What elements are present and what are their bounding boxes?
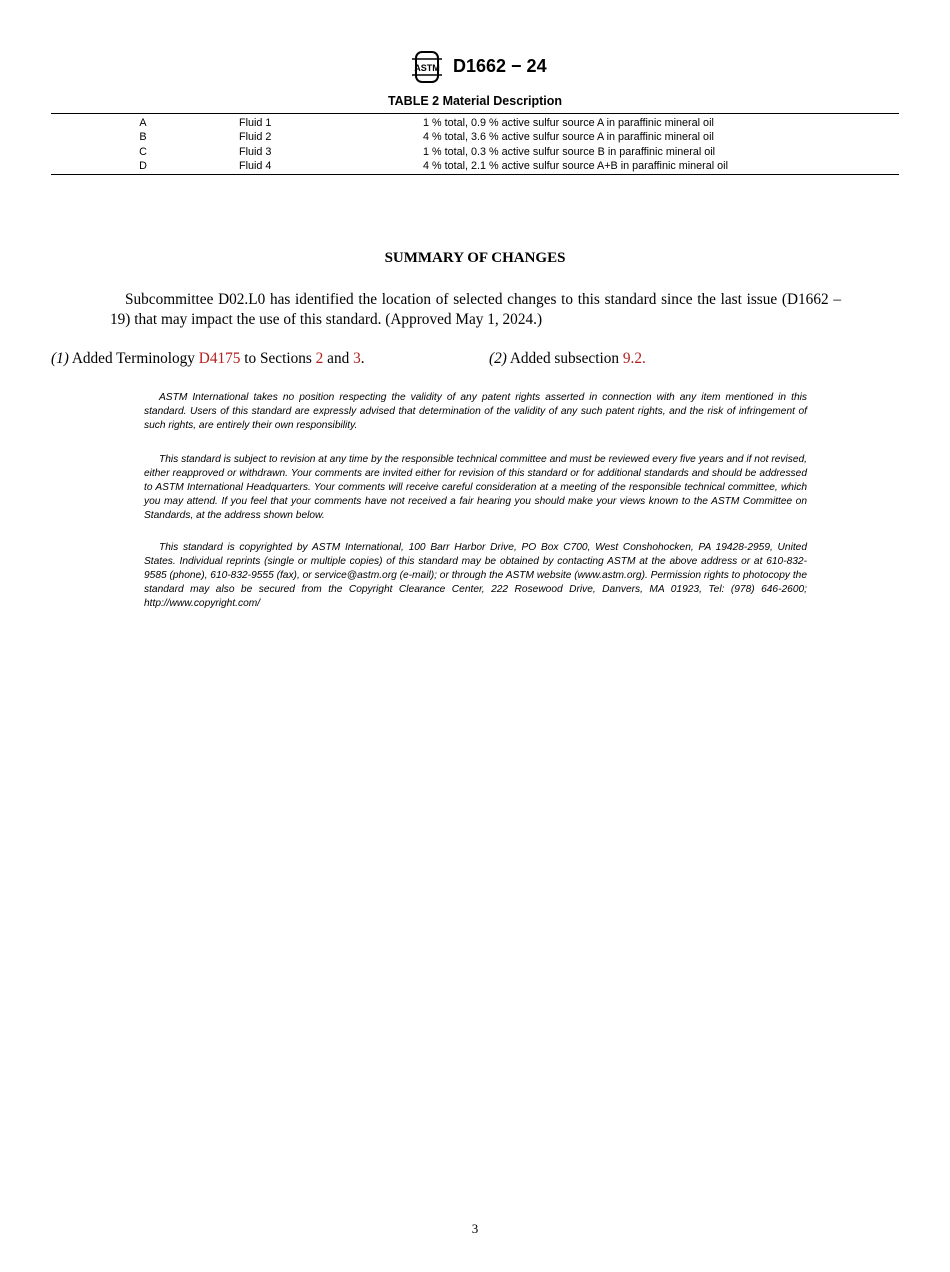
page-number: 3 (471, 1221, 479, 1236)
change-number: (2) (489, 350, 507, 367)
copyright-notice: This standard is copyrighted by ASTM International, 100 Barr Harbor Drive, PO Box C700, West Conshohocken, PA 19428-2959, United States. Individual reprints (single or multiple copies) of this standard may be obtained by contacting ASTM at the above address or at 610-832-9585 (phone), 610-832-9555 (fax), or service@astm.org (e-mail); or through the ASTM website (www.astm.org). Permission rights to photocopy the standard may also be secured from the Copyright Clearance Center, 222 Rosewood Drive, Danvers, MA 01923, Tel: (978) 646-2600; http://www.copyright.com/ (144, 542, 807, 609)
change-text: Added Terminology (71, 350, 195, 367)
table-row (51, 145, 899, 159)
link-d4175[interactable]: D4175 (198, 350, 241, 367)
table-cell-description: 1 % total, 0.3 % active sulfur source B in paraffinic mineral oil (423, 145, 716, 158)
revision-notice: This standard is subject to revision at any time by the responsible technical committee and must be reviewed every five years and if not revised, either reapproved or withdrawn. Your comments are invited either for revision of this standard or for additional standards and should be addressed to ASTM International Headquarters. Your comments will receive careful consideration at a meeting of the responsible technical committee, which you may attend. If you feel that your comments have not received a fair hearing you should make your views known to the ASTM Committee on Standards, at the address shown below. (144, 454, 807, 521)
change-text: to Sections (244, 350, 312, 367)
table-cell-description: 4 % total, 2.1 % active sulfur source A+B in paraffinic mineral oil (423, 159, 728, 172)
change-text: Added subsection (509, 350, 620, 367)
svg-text:ASTM: ASTM (414, 63, 440, 73)
summary-paragraph: Subcommittee D02.L0 has identified the location of selected changes to this standard since the last issue (D1662 – 19) that may impact the use of this standard. (Approved May 1, 2024.) (110, 291, 841, 328)
table-cell-fluid: Fluid 1 (239, 117, 272, 129)
table-caption: TABLE 2 Material Description (387, 94, 563, 108)
table-cell-code: D (139, 159, 147, 172)
change-item-1 (51, 350, 365, 368)
change-item-2 (489, 350, 646, 368)
astm-logo-icon (409, 50, 445, 84)
table-cell-description: 1 % total, 0.9 % active sulfur source A in paraffinic mineral oil (423, 117, 714, 129)
table-row (51, 116, 899, 130)
change-text: and (327, 350, 350, 367)
table-cell-fluid: Fluid 2 (239, 131, 272, 144)
table-cell-fluid: Fluid 4 (239, 159, 272, 172)
summary-heading: SUMMARY OF CHANGES (384, 250, 566, 266)
table-cell-code: C (139, 145, 147, 158)
table-row (51, 130, 899, 144)
change-period: . (360, 350, 365, 367)
change-number: (1) (51, 350, 69, 367)
link-subsection-9-2[interactable]: 9.2. (622, 350, 646, 367)
material-table (51, 113, 899, 175)
table-cell-code: B (139, 131, 147, 144)
document-number: D1662 − 24 (453, 56, 547, 76)
table-cell-code: A (139, 117, 147, 129)
patent-notice: ASTM International takes no position respecting the validity of any patent rights asserted in connection with any item mentioned in this standard. Users of this standard are expressly advised that determination of the validity of any such patent rights, and the risk of infringement of such rights, are entirely their own responsibility. (144, 392, 807, 431)
table-row (51, 159, 899, 173)
link-section-2[interactable]: 2 (315, 350, 324, 367)
table-cell-fluid: Fluid 3 (239, 145, 272, 158)
table-cell-description: 4 % total, 3.6 % active sulfur source A in paraffinic mineral oil (423, 131, 714, 144)
link-section-3[interactable]: 3 (353, 350, 361, 367)
page-header (0, 50, 950, 84)
